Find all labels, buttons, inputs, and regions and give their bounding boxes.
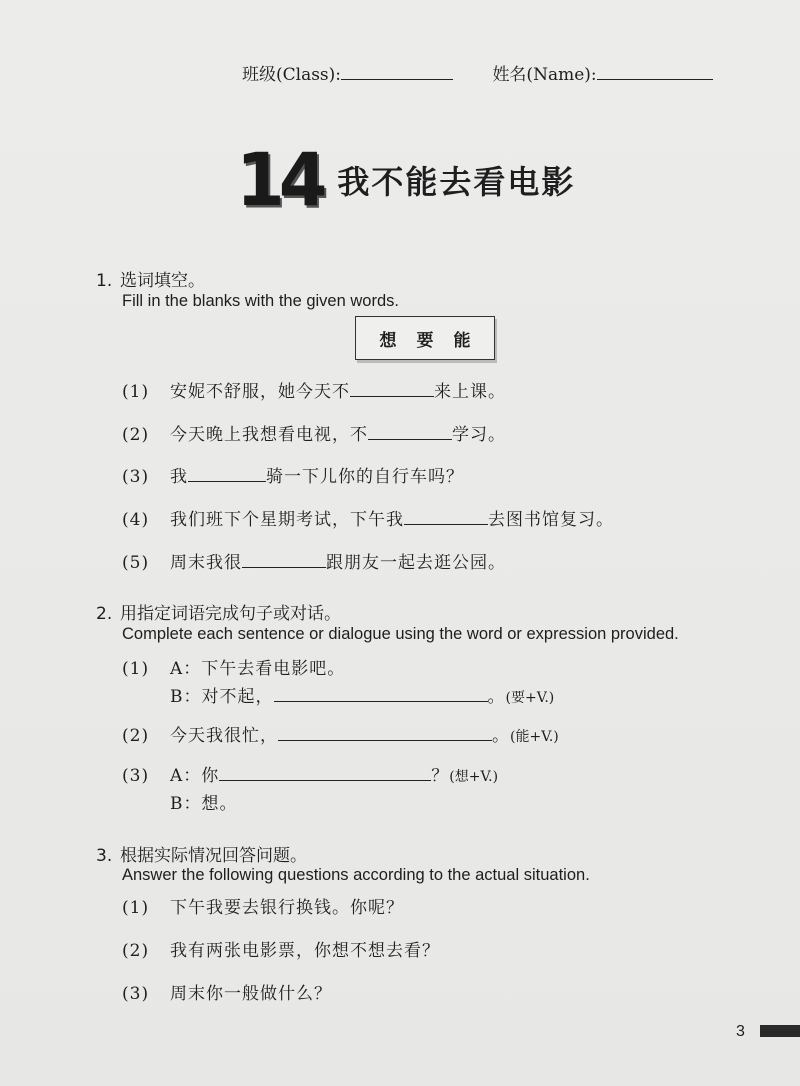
- dialogue-line: B：对不起，: [170, 687, 274, 707]
- section2-heading: [96, 599, 341, 624]
- answer-blank[interactable]: [188, 464, 266, 482]
- class-label: 班级(Class):: [242, 65, 342, 85]
- s1-item-1: [122, 377, 506, 402]
- word-bank-item: 想: [379, 330, 397, 351]
- lesson-number: 14: [236, 136, 322, 224]
- s2-item-1: [122, 654, 345, 679]
- word-bank-item: 要: [416, 330, 434, 351]
- item-text: 今天我很忙，: [170, 726, 278, 746]
- item-index: (2): [122, 941, 150, 961]
- item-index: (2): [122, 726, 150, 746]
- item-index: (4): [122, 510, 150, 530]
- s2-item-2: [122, 721, 559, 746]
- answer-blank[interactable]: [404, 507, 488, 525]
- dialogue-line: A：下午去看电影吧。: [170, 659, 346, 679]
- question-text: 我有两张电影票，你想不想去看？: [170, 941, 440, 961]
- answer-blank[interactable]: [242, 550, 326, 568]
- grammar-hint: (能+V.): [510, 729, 559, 745]
- section3-instructions: Answer the following questions according to the actual situation.: [122, 866, 590, 884]
- name-blank[interactable]: [597, 62, 713, 80]
- item-text: 跟朋友一起去逛公园。: [326, 553, 506, 573]
- section3-number: 3.: [96, 846, 113, 866]
- page-edge-bar: [760, 1025, 800, 1037]
- item-text: 。: [487, 687, 506, 707]
- page-number: 3: [736, 1023, 745, 1040]
- s3-item-2: [122, 936, 440, 961]
- item-index: (5): [122, 553, 150, 573]
- section2-instructions: Complete each sentence or dialogue using the word or expression provided.: [122, 625, 679, 643]
- s3-item-3: [122, 979, 332, 1004]
- section2-title: 用指定词语完成句子或对话。: [120, 604, 341, 624]
- item-index: (3): [122, 984, 150, 1004]
- answer-blank[interactable]: [278, 723, 492, 741]
- item-text: 我: [170, 467, 188, 487]
- item-index: (1): [122, 898, 150, 918]
- dialogue-line: A：你: [170, 766, 220, 786]
- item-text: 学习。: [452, 425, 506, 445]
- section3-heading: [96, 841, 307, 866]
- item-text: 。: [492, 726, 510, 746]
- item-index: (2): [122, 425, 150, 445]
- class-blank[interactable]: [341, 62, 453, 80]
- s2-item-3: [122, 761, 498, 786]
- lesson-title-block: [236, 136, 576, 224]
- name-label: 姓名(Name):: [492, 65, 597, 85]
- item-text: 周末我很: [170, 553, 242, 573]
- s2-item-3-b: [170, 789, 238, 814]
- class-field: [242, 60, 453, 85]
- section1-title: 选词填空。: [120, 271, 205, 291]
- item-index: (3): [122, 766, 150, 786]
- s1-item-3: [122, 462, 464, 487]
- item-text: 骑一下儿你的自行车吗？: [266, 467, 464, 487]
- s1-item-4: [122, 505, 614, 530]
- word-bank-item: 能: [453, 330, 471, 351]
- item-text: 安妮不舒服，她今天不: [170, 382, 350, 402]
- dialogue-line: B：想。: [170, 794, 238, 814]
- section2-number: 2.: [96, 604, 113, 624]
- item-text: 去图书馆复习。: [488, 510, 614, 530]
- item-text: 来上课。: [434, 382, 506, 402]
- section1-instructions: Fill in the blanks with the given words.: [122, 292, 399, 310]
- s3-item-1: [122, 893, 404, 918]
- grammar-hint: (想+V.): [449, 769, 499, 785]
- item-index: (1): [122, 382, 150, 402]
- question-text: 周末你一般做什么？: [170, 984, 332, 1004]
- answer-blank[interactable]: [368, 422, 452, 440]
- lesson-title: 我不能去看电影: [337, 163, 576, 201]
- item-text: ？: [431, 766, 450, 786]
- item-text: 今天晚上我想看电视，不: [170, 425, 368, 445]
- section1-number: 1.: [96, 271, 113, 291]
- grammar-hint: (要+V.): [505, 690, 555, 706]
- item-index: (3): [122, 467, 150, 487]
- answer-blank[interactable]: [350, 379, 434, 397]
- s1-item-5: [122, 548, 506, 573]
- section3-title: 根据实际情况回答问题。: [120, 846, 307, 866]
- item-index: (1): [122, 659, 150, 679]
- header-fields: [242, 60, 747, 85]
- word-bank: [355, 316, 495, 360]
- item-text: 我们班下个星期考试，下午我: [170, 510, 404, 530]
- s1-item-2: [122, 420, 506, 445]
- answer-blank[interactable]: [219, 763, 431, 781]
- question-text: 下午我要去银行换钱。你呢？: [170, 898, 404, 918]
- name-field: [492, 60, 712, 85]
- s2-item-1-b: [170, 682, 554, 707]
- answer-blank[interactable]: [274, 684, 488, 702]
- section1-heading: [96, 266, 205, 291]
